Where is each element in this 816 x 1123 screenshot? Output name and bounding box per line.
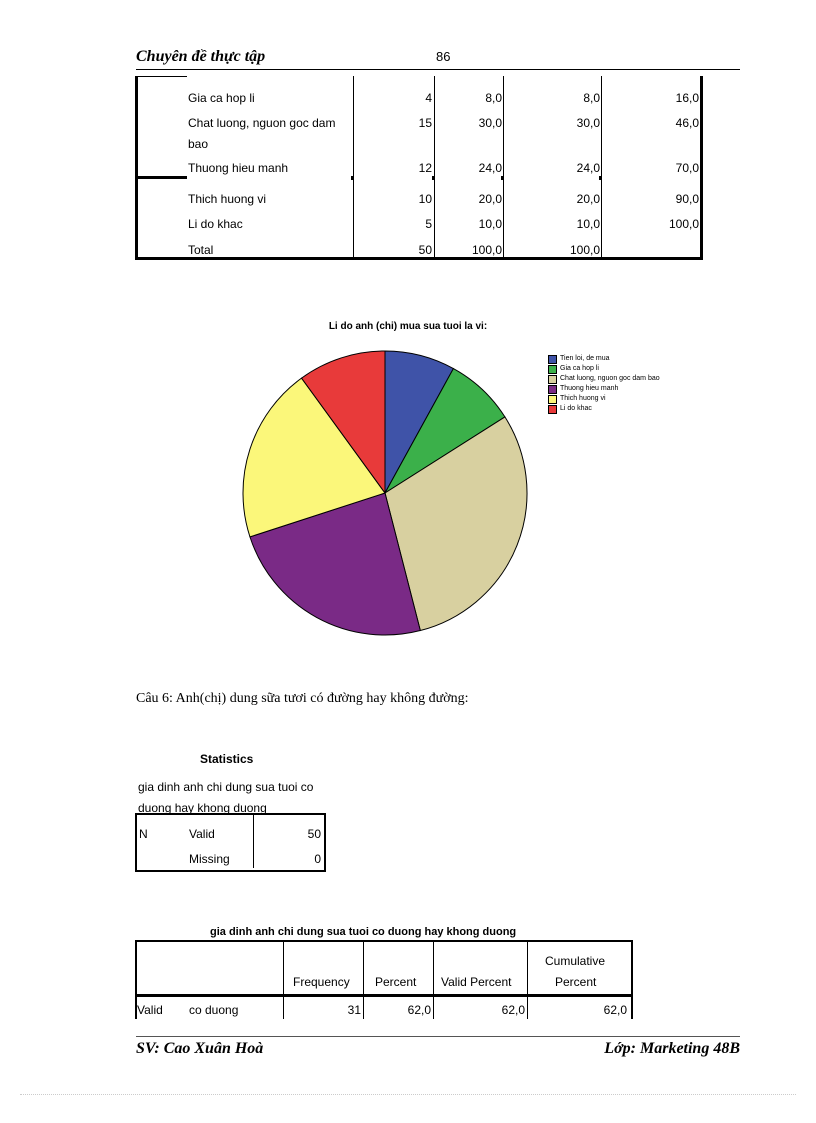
row-label: Li do khac	[188, 217, 243, 231]
row-percent: 10,0	[478, 217, 502, 231]
legend-swatch	[548, 355, 557, 364]
col-tick-1	[351, 176, 354, 180]
col-line-4	[527, 942, 528, 1019]
legend-label: Tien loi, de mua	[560, 355, 610, 362]
row-valid-percent: 8,0	[583, 91, 600, 105]
row-label: Chat luong, nguon goc dam	[188, 116, 336, 130]
row-label: Gia ca hop li	[188, 91, 255, 105]
row-group-valid: Valid	[137, 1003, 163, 1017]
table-top-accent	[135, 76, 187, 77]
legend-label: Li do khac	[560, 405, 592, 412]
col-tick-4	[599, 176, 602, 180]
statistics-subtitle-line2: duong hay khong duong	[138, 801, 267, 815]
row-frequency: 10	[418, 192, 432, 206]
legend-item	[548, 365, 665, 374]
legend-swatch	[548, 375, 557, 384]
row-percent: 30,0	[478, 116, 502, 130]
row-valid-percent: 62,0	[501, 1003, 525, 1017]
statistics-missing-value: 0	[314, 852, 321, 866]
statistics-subtitle-line1: gia dinh anh chi dung sua tuoi co	[138, 780, 314, 794]
col-line-4	[601, 76, 602, 258]
row-frequency: 50	[418, 243, 432, 257]
col-line-1	[283, 942, 284, 1019]
group-separator	[135, 176, 187, 179]
legend-swatch	[548, 395, 557, 404]
row-percent: 100,0	[471, 243, 502, 257]
col-header-frequency: Frequency	[293, 975, 350, 989]
table-border-bottom	[135, 257, 703, 260]
row-valid-percent: 20,0	[576, 192, 600, 206]
col-header-percent: Percent	[375, 975, 417, 989]
statistics-missing-label: Missing	[189, 852, 230, 866]
col-tick-2	[432, 176, 435, 180]
reasons-frequency-table	[0, 0, 816, 270]
legend-swatch	[548, 365, 557, 374]
legend-label: Gia ca hop li	[560, 365, 599, 372]
legend-label: Thich huong vi	[560, 395, 606, 402]
legend-swatch	[548, 385, 557, 394]
chart-legend	[548, 355, 665, 415]
frequency-table	[135, 940, 633, 1019]
row-label: Thich huong vi	[188, 192, 267, 206]
col-line-1	[353, 76, 354, 258]
row-percent: 24,0	[478, 161, 502, 175]
row-percent: 8,0	[485, 91, 502, 105]
legend-swatch	[548, 405, 557, 414]
legend-item	[548, 355, 665, 364]
row-label: Thuong hieu manh	[188, 161, 289, 175]
row-label-total: Total	[188, 243, 214, 257]
col-line-2	[363, 942, 364, 1019]
footer-class: Lớp: Marketing 48B	[604, 1040, 740, 1057]
page-edge-dots	[20, 1094, 796, 1095]
row-frequency: 4	[425, 91, 432, 105]
row-valid-percent: 30,0	[576, 116, 600, 130]
pie-chart	[220, 340, 550, 650]
row-cumulative: 90,0	[675, 192, 699, 206]
col-header-cumulative-percent: Percent	[555, 975, 597, 989]
table-border-right	[700, 76, 703, 260]
statistics-n-label: N	[139, 827, 148, 841]
chart-title: Li do anh (chi) mua sua tuoi la vi:	[328, 321, 488, 332]
row-frequency: 31	[347, 1003, 361, 1017]
document-header-title: Chuyên đề thực tập	[136, 48, 266, 65]
frequency-table-title: gia dinh anh chi dung sua tuoi co duong hay khong duong	[210, 926, 517, 938]
col-header-cumulative: Cumulative	[545, 954, 606, 968]
row-cumulative: 46,0	[675, 116, 699, 130]
row-label: co duong	[189, 1003, 239, 1017]
table-border-left	[135, 76, 138, 259]
legend-item	[548, 405, 665, 414]
legend-label: Thuong hieu manh	[560, 385, 619, 392]
col-tick-3	[501, 176, 504, 180]
header-separator	[135, 994, 631, 997]
statistics-valid-value: 50	[307, 827, 321, 841]
question-6-text: Câu 6: Anh(chị) dung sữa tươi có đường hay không đường:	[136, 691, 469, 706]
row-valid-percent: 10,0	[576, 217, 600, 231]
footer-student: SV: Cao Xuân Hoà	[136, 1040, 264, 1057]
statistics-title: Statistics	[200, 752, 254, 766]
row-frequency: 15	[418, 116, 432, 130]
row-frequency: 12	[418, 161, 432, 175]
row-cumulative: 100,0	[668, 217, 699, 231]
col-line-2	[434, 76, 435, 258]
col-line-3	[433, 942, 434, 1019]
row-valid-percent: 24,0	[576, 161, 600, 175]
statistics-table	[135, 813, 326, 872]
legend-item	[548, 375, 665, 384]
legend-item	[548, 385, 665, 394]
row-frequency: 5	[425, 217, 432, 231]
col-header-valid-percent: Valid Percent	[441, 975, 512, 989]
row-cumulative: 16,0	[675, 91, 699, 105]
row-cumulative: 62,0	[603, 1003, 627, 1017]
row-percent: 20,0	[478, 192, 502, 206]
row-label-continued: bao	[188, 137, 209, 151]
footer-rule	[136, 1036, 740, 1037]
col-line-3	[503, 76, 504, 258]
row-percent: 62,0	[407, 1003, 431, 1017]
legend-item	[548, 395, 665, 404]
legend-label: Chat luong, nguon goc dam bao	[560, 375, 660, 382]
statistics-col-line	[253, 815, 254, 868]
row-valid-percent: 100,0	[569, 243, 600, 257]
page-number: 86	[436, 49, 451, 64]
statistics-valid-label: Valid	[189, 827, 215, 841]
row-cumulative: 70,0	[675, 161, 699, 175]
